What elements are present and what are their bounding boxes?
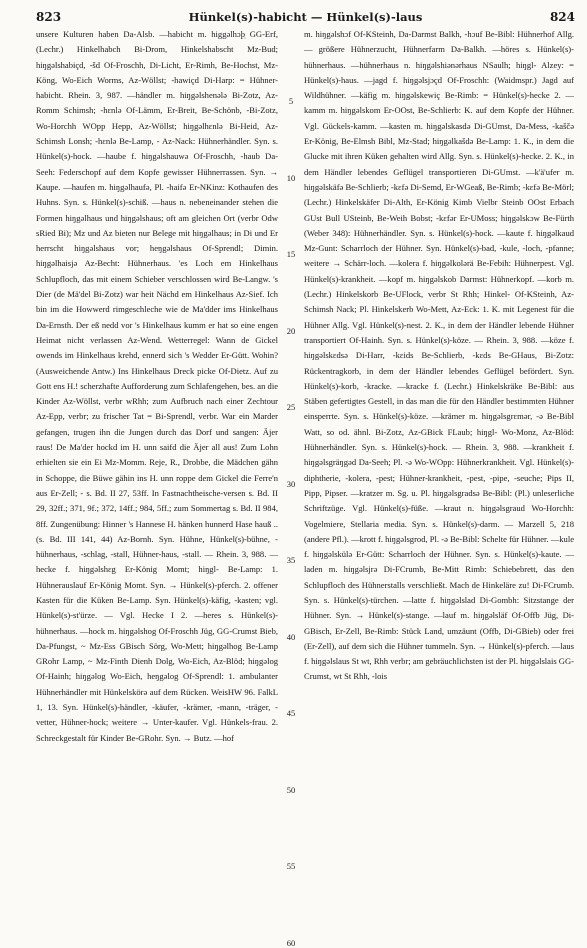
line-number: 45	[286, 708, 296, 718]
line-number: 35	[286, 555, 296, 565]
line-number: 5	[288, 96, 294, 106]
running-title: Hünkel(s)-habicht — Hünkel(s)-laus	[188, 10, 423, 24]
line-number: 10	[286, 173, 296, 183]
page-number-right: 824	[549, 10, 575, 24]
line-number: 20	[286, 326, 296, 336]
left-column	[36, 27, 278, 862]
left-column-text: unsere Kulturen haben Da-Alsb. —habicht m. higgəlhɔþ̣ GG-Erf, (Lechr.) Hinkelhabch Bi-Drom, Hinkelshabscht Mz-Bud; hiŋgəlshabiçd, -šd Of-Froschh, Di-Licht, Er-Rimh, Be-Hochst, Mz-Köng, Wo-Eich Worms, Az-Wöllst; -hawiçd Di-Harp: = Hühner-habicht. Rhein. 3, 987. —händler m. hiŋgəlshenələ Bi-Zotz, Az-Romm Schimsh; -hɛnlə Of-Lämm, Er-Breit, Be-Schönb, -Bi-Zotz, Wo-Horchh WOpp Hepp, Az-Wöllst; hiŋgəlhɛnlə Bi-Heid, Az-Schimsh Lonsh; -hɛnlə Be-Lamp, - Az-Nack: Hühnerhändler. Syn. s. Hünkel(s)-hock. —haube f. hiŋgəlshauwə Of-Froschh, -haub Da-Seeh: Federschopf auf dem Kopfe gewisser Hühnerrassen. Syn. → Kaupe. —haufen m. hiŋgəlhaufə, Pl. -haifə Er-NKinz: Kothaufen des Huhns. Syn. s. Hünkel(s)-schiß. —haus n. nebeneinander stehen die Formen hiŋgəlhaus und hiŋgəlshaus; oft am gleichen Ort (verbr Odw sRied Bi); Mz und Az bieten nur Belege mit hiŋgəlhaus; in Di und Er herrscht hiŋgəlshaus vor; heŋgəlshaus Of-Sprendl; Dimin. hiŋgəlhaisjə Az-Becht: Hühnerhaus. 'es Loch em Hinkelhaus Schlupfloch, das mit einem Schieber verschlossen wird Be-Langw. 's Dier (de Mä'del Bi-Zotz) war heit Nächd em Hinkelhaus Az-Sief. Ich bin im die Howwerd rimgeschleche wie de Ma'dder ims Hinkelhaus Da-Ernsth. Der eß nedd vor 's Hinkelhaus kumm er hat so eine engen Heimat nicht verlassen Az-Wend. Wetterregel: Wann de Gickel owends im Hinkelhaus krehd, ennerd sich 's Wedder Er-Gütt. Wohin? (Ausweichende Antw.) Ins Hinkelhaus Dreck picke Of-Dietz. Auf zu Gott ens H.! scherzhafte Aufforderung zum Schlafengehen, bes. an die Kinder Az-Wöllst, verbr wRhh; zum Aufbruch nach einer Zechtour Az-Epp, verbr; zu frischer Tat = Bi-Sprendl, verbr. War ein Marder gefangen, trugen ihn die Jungen durch das Dorf und sangen: Äjer raus! De Ma'der hockd im H. unn saifd die Äjer all aus! Zum Lohn erhielten sie ein Ei Mz-Momm. Reje, R., Drobbe, die Mädchen gähn in Schoppe, die Büwe gähin ins H. unn roppe dem Gickel die Ferre'n aus Er-Zell; - s. Bd. II 27, 53ff. In Fastnachtheische-versen s. Bd. II 29, 32ff.; 371, 9f.; 372, 14ff.; 984, 5ff.; zum Sommertag s. Bd. II 984, 8ff. Zungenübung: Hinner 's Hannese H. hänken hunnerd Hase hauß .. (s. Bd. III 141, 44) Az-Bornh. Syn. Hühne, Hünkel(s)-bühne, -hühnerhaus, -schlag, -stall, Hühner-haus, -stall. — Rhein. 3, 988. —hecke f. hiŋgəlshɛg Er-König Momt; hiŋgl- Be-Lamp: 1. Hühnerauslauf Er-König Momt. Syn. → Hünkel(s)-pferch. 2. offener Kasten für die Küken Be-Lamp. Syn. Hünkel(s)-käfig, -kasten; vgl. Hünkel(s)-st'ürze. — Vgl. Hecke I 2. —heres s. Hünkel(s)-hühnerhaus. —hock m. hiŋgəlshog Of-Froschh Jüg, GG-Crumst Bieb, Da-Pfungst, ~ Mz-Ess GBisch Sörg, Wo-Mett; hiŋgəlhog Be-Lamp GRohr Lamp, ~ Mz-Finth Dienh Dolg, Wo-Eich, Az-Blöd; hiŋgəlog Of-Hainh; hiŋgəlog Wo-Eich, heŋgəlog Of-Sprendl: 1. ambulanter Hühnerhändler mit Hünkelskörə auf dem Rücken. WeisHW 96. FalkL 1, 13. Syn. Hünkel(s)-händler, -käufer, -krämer, -mann, -träger, -vetter, Hühner-hock; weitere → Unter-kaufer. Vgl. Hünkels-frau. 2. Schreckgestalt für Kinder Be-GRohr. Syn. → Butz. —hof	[36, 29, 278, 743]
line-number: 25	[286, 402, 296, 412]
line-number: 50	[286, 785, 296, 795]
line-number: 30	[286, 479, 296, 489]
page-number-left: 823	[36, 10, 62, 24]
line-number: 40	[286, 632, 296, 642]
line-number: 60	[286, 938, 296, 948]
line-number: 55	[286, 861, 296, 871]
right-column-text: m. hiŋgəlshɔf Of-KSteinh, Da-Darmst Balkh, -hɔuf Be-Bibl: Hühnerhof Allg. — größere Hühnerzucht, Hühnerfarm Da-Balkh. —höres s. Hünkel(s)-hühnerhaus. —hühnerhaus n. hiŋgəlshiənərhaus NSaulh; hiŋgl- Alzey: = Hünkel(s)-haus. —jagd f. hiŋgəlsjɔçd Of-Froschh: (Waidmspr.) Jagd auf Wildhühner. —käfig m. hiŋgəlskewiç Be-Rimb: = Hünkel(s)-hecke 2. —kamm m. hiŋgəlskom Er-OOst, Be-Schlierb: K. auf dem Kopfe der Hühner. Vgl. Gückels-kamm. —kasten m. hiŋgəlskasdə Di-GUmst, Da-Mess, -kaščə Er-König, Be-Elmsh Bibl, Mz-Stad; hiŋgəlkašdə Be-Lamp: 1. K., in dem die Glucke mit ihren Küken gehalten wird Allg. Syn. s. Hünkel(s)-hecke. 2. K., in dem Händler lebendes Geflügel transportieren Di-GUmst. —k'ä'ufer m. hiŋgəlskäfə Be-Schlierb; -kɛfə Di-Semd, Er-WGeaß, Be-Rimb; -kɛfə Be-Mörl; (Lechr.) Hinkelskäfer Di-Alth, Er-König Kimb Vielbr Steinb OOst Erbach GUst Bull USteinb, Be-Weih Bobst; -kɛfər Er-UMoss; hiŋgəlskɔw Be-Fürth (Weber 348): Hühnerhändler. Syn. s. Hünkel(s)-hock. —kaute f. hiŋgəlkaud Mz-Gunt: Scharrloch der Hühner. Syn. Hünkel(s)-bad, -kule, -loch, -pfanne; weitere → Schärr-loch. —kolera f. hiŋgəlkolərä Be-Febih: Hühnerpest. Vgl. Hünkel(s)-krankheit. —kopf m. hiŋgəlskob Darmst: Hühnerkopf. —korb m. (Lechr.) Hinkelskorb Be-UFlock, verbr St Rhh; Hinkel- Of-KSteinh, Az-Schimsh Nack; Pl. Hinkelskerb Wo-Mett, Az-Eck: 1. K. mit Legenest für die Hühner Allg. Vgl. Hünkel(s)-nest. 2. K., in dem der Händler lebende Hühner transportiert Of-Hainh. Syn. s. Hünkel(s)-köze. — Rhein. 3, 988. —köze f. hiŋgəlskɛdsə Di-Harr, -kɛids Be-Schlierb, -kɛds Be-GHaus, Bi-Zotz: Rückentragkorb, in dem der Händler lebendes Geflügel befördert. Syn. Hünkel(s)-korb, -kracke. —kracke f. (Lechr.) Hinkelskräke Be-Bibl: aus Stäben gefertigtes Gestell, in das man die für den Händler bestimmten Hühner einsperrte. Syn. s. Hünkel(s)-köze. —krämer m. hiŋgəlsgrɛmər, -ə Be-Bibl Watt, so od. ähnl. Bi-Zotz, Az-GBick FLaub; hiŋgl- Wo-Monz, Az-Blöd: Hühnerhändler. Syn. s. Hünkel(s)-hock. — Rhein. 3, 988. —krankheit f. hiŋgəlsgräŋgəd Da-Seeh; Pl. -ə Wo-WOpp: Hühnerkrankheit. Vgl. Hünkel(s)-diphtherie, -kolera, -pest; Hühner-krankheit, -pest, -pipe, -seuche; Pips II, Pipp, Pipser. —kratzer m. Sg. u. Pl. hiŋgəlsgradsə Be-Bibl: (Pl.) unleserliche Schriftzüge. Vgl. Hünkel(s)-füße. —kraut n. hiŋgəlsgraud Wo-Horchh: Vogelmiere, Stellaria media. Syn. s. Hünkel(s)-darm. — Marzell 5, 218 (andere Pfl.). —krott f. hiŋgəlsgrod, Pl. -ə Be-Bibl: Schelte für Hühner. —kule f. hiŋgəlskülə Er-Gütt: Scharrloch der Hühner. Syn. s. Hünkel(s)-kaute. —laden m. hiŋgəlsjrə Di-FCrumb, Be-Mitt Rimb: Schiebebrett, das den Schlupfloch des Hühnerstalls verschließt. Mach de Hinkeläre zu! Di-FCrumb. Syn. s. Hünkel(s)-türchen. —latte f. hiŋgəlslad Di-Gombh: Sitzstange der Hühner. Syn. → Hünkel(s)-stange. —lauf m. hiŋgəlsläf Of-Offb Jüg, Di-GBisch, Er-Zell, Be-Rimb: Stück Land, umzäunt (Offb, Di-GBieb) oder frei (Er-Zell), auf dem sich die Hühner tummeln. Syn. → Hünkel(s)-pferch. —laus f. hiŋgəlslaus St wt, Rhh verbr; am gebräuchlichsten ist der Pl. hiŋgəlslais GG-Crumst, wt St Rhh, -lois	[304, 29, 574, 682]
right-column	[304, 27, 574, 862]
running-header	[36, 9, 575, 25]
line-number: 15	[286, 249, 296, 259]
line-number-gutter	[280, 27, 302, 948]
